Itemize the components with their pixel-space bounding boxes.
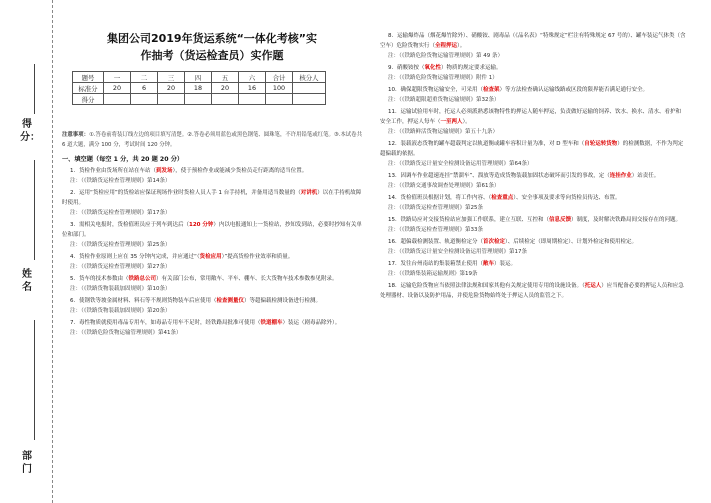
score-cell: 100 (266, 83, 293, 94)
score-blank-line (34, 64, 35, 114)
score-cell: 16 (239, 83, 266, 94)
question-post: ）以在手持机故障时使用。 (62, 190, 362, 206)
answer-text: 首次检定 (483, 239, 506, 245)
answer-text: 一至两人 (440, 119, 463, 125)
score-cell: 二 (131, 72, 158, 83)
score-cell: 六 (239, 72, 266, 83)
question-note: 注：（《铁路鲜活货物运输规则》第五十九条） (388, 129, 499, 135)
question-text (380, 31, 686, 51)
question-post: ），使于预检作业或能减少货检员走行距离的适当位置。 (172, 168, 308, 174)
question-text (62, 188, 362, 208)
answer-text: 铁道棚车 (260, 320, 283, 326)
title-line-2: 作抽考（货运检查员）实作题 (140, 49, 284, 62)
right-column (380, 31, 686, 301)
question-pre: 2．运用“货检应用”的货检站应保证现场作业时货检人员人手 1 台手持机，并备用适当数量的（ (70, 190, 301, 196)
answer-text: 自轮运转货物 (584, 141, 618, 147)
question-note: 注：（《铁路交通事故调查处理规则》第61条） (388, 183, 500, 189)
name-blank-line (34, 160, 35, 260)
question-note: 注：（《铁路货运检查管理规则》第33条 (388, 227, 483, 233)
question-post: ）应当配备必要的押运人员和应急处理器材、设备以及防护用品，并使危险货物始终处于押运人员的监管之下。 (380, 283, 684, 299)
question-note: 注：（《铁路危险货物运输管理规则》第 49 条） (388, 53, 503, 59)
question-pre: 3．需相关电报时，货检值班员应于列车到达后（ (70, 222, 190, 228)
score-cell: 18 (185, 83, 212, 94)
question-text (62, 220, 362, 240)
question-note: 注：（《铁路集装箱运输规则》第19条 (388, 271, 478, 277)
question-pre: 7．毒性物质就使用毒品专用车，如毒品专用车不足时，经铁路局批准可使用（ (70, 320, 261, 326)
answer-text: 对讲机 (300, 190, 318, 196)
answer-text: 检查测量仪 (216, 298, 245, 304)
answer-text: 铁路总公司 (128, 276, 157, 282)
question-pre: 14．货检值班员根据计划，将工作内容、（ (388, 195, 492, 201)
score-cell: 20 (158, 83, 185, 94)
score-cell[interactable] (239, 94, 266, 105)
score-cell: 核分人 (293, 72, 326, 83)
question-post: ）、安全事项及要求等向货检员传达、布置。 (513, 195, 621, 201)
question-pre: 11．运输试验用车时，托运人必须派熟悉该物特性的押运人随车押运，负责做好运输的饲养、饮水、换水、清水、看护和安全工作，押运人每车（ (380, 109, 682, 125)
score-cell[interactable] (158, 94, 185, 105)
question-post: ）”提高货检作业效率和质量。 (221, 254, 294, 260)
dept-blank-line (34, 320, 35, 440)
answer-text: 120 分钟 (189, 222, 214, 228)
question-note: 注：（《铁路货物装载加固规则》第10条） (70, 286, 171, 292)
question-text (62, 252, 362, 262)
question-post: ）装运。 (494, 261, 517, 267)
score-cell (293, 83, 326, 94)
score-table (72, 71, 326, 105)
score-cell: 题号 (73, 72, 104, 83)
score-cell[interactable] (185, 94, 212, 105)
question-post: ）的检测数据，不作为判定超偏载的依据。 (380, 141, 684, 157)
question-post: ）装运（剧毒品除外）。 (282, 320, 341, 326)
question-pre: 9．硝酸铵按（ (388, 65, 425, 71)
question-post: ）站责任。 (631, 173, 660, 179)
question-note: 注：（《铁路货运计量安全检测设备运用管理规则》第17条 (388, 249, 528, 255)
question-pre: 6．使钢铁等坡金属材料、料石等不规则货物装车后应使用（ (70, 298, 217, 304)
score-cell[interactable] (212, 94, 239, 105)
right-question-list (380, 31, 686, 301)
answer-text: 货检应用 (199, 254, 222, 260)
question-pre: 5．货车的技术参数由（ (70, 276, 129, 282)
question-pre: 10．确保超限货物运输安全，可采用（ (388, 87, 483, 93)
question-text (62, 296, 362, 306)
question-note: 注：（《铁路危险货物运输管理规则》附件 1） (388, 75, 498, 81)
question-pre: 18．运输危险货物应当依照法律法规和国家其他有关规定使用专用的设施设备。（ (388, 283, 585, 289)
question-text (62, 274, 362, 284)
score-cell: 得分 (73, 94, 104, 105)
exam-notice (62, 130, 362, 150)
score-cell[interactable] (104, 94, 131, 105)
question-post: ）内以电报通知上一货检站，抄知发到站，必要时抄知有关单位和部门。 (62, 222, 362, 238)
question-note: 注：（《铁路货运计量安全检测设备运用管理规则》第64条） (388, 161, 533, 167)
answer-text: 检查重点 (491, 195, 514, 201)
score-cell: 6 (131, 83, 158, 94)
left-question-list (62, 166, 362, 340)
question-pre: 17．发往台州南站的集装箱禁止使用（ (388, 261, 483, 267)
score-side-label: 得分： (20, 119, 40, 143)
question-note: 注：（《铁路货运检查管理规则》第25条） (70, 242, 171, 248)
question-note: 注：（《铁路货运检查管理规则》第14条） (70, 178, 171, 184)
name-side-label: 姓名 (22, 269, 32, 293)
question-post: ）、后续检定（即周期检定）、计划外检定和使用检定。 (505, 239, 638, 245)
question-text (380, 139, 686, 159)
score-header-row (73, 72, 326, 83)
question-text (380, 193, 686, 203)
question-pre: 12．装载液态货物的罐车超载判定以轨道衡或罐车容积计量为准，对 D 型车和（ (388, 141, 585, 147)
answer-text: 检查架 (483, 87, 500, 93)
question-note: 注：（《铁路货运检查管理规则》第27条） (70, 264, 171, 270)
question-pre: 15．铁路局应对交接货检站应加强工作联系，建立互联、互控和（ (388, 217, 550, 223)
score-cell: 20 (212, 83, 239, 94)
question-text (380, 171, 686, 181)
score-cell: 一 (104, 72, 131, 83)
question-pre: 8．运输爆炸品（烟花爆竹除外）、硝酸铵、剧毒品（《品名表》“特殊规定”栏注有特殊规定 67 号的）、罐车装运气体类（含空车）危险货物实行（ (380, 33, 686, 49)
score-cell: 标准分 (73, 83, 104, 94)
question-note: 注：（《铁路货运检查管理规则》第25条 (388, 205, 483, 211)
score-cell: 五 (212, 72, 239, 83)
score-cell: 四 (185, 72, 212, 83)
answer-text: 托运人 (584, 283, 602, 289)
question-note: 注：（《铁路危险货物运输管理规则》第41条） (70, 330, 182, 336)
score-cell: 三 (158, 72, 185, 83)
score-cell: 合计 (266, 72, 293, 83)
left-column (62, 30, 362, 336)
notice-label: 注意事项： (62, 132, 89, 138)
question-text (380, 85, 686, 95)
question-pre: 13．因调车作业超速连挂“禁溜车”、溜放等造成货物装载加固状态破坏而引发的事故，定（ (388, 173, 610, 179)
question-note: 注：（《铁路超限超重货物运输规则》第32条） (388, 97, 500, 103)
question-pre: 1．货检作业由货场所在站在车站（ (70, 168, 157, 174)
question-post: ）。 (457, 43, 466, 49)
question-pre: 16．超偏载检测装置、轨道衡检定分（ (388, 239, 483, 245)
score-cell[interactable] (293, 94, 326, 105)
answer-text: 连挂作业 (609, 173, 632, 179)
title-line-1: 集团公司2019年货运系统“一体化考核”实 (106, 32, 318, 45)
question-post: ）制度，及时解决铁路局间交接存在的问题。 (571, 217, 682, 223)
score-got-row (73, 94, 326, 105)
score-cell[interactable] (131, 94, 158, 105)
question-text (62, 318, 362, 328)
question-text (380, 63, 686, 73)
answer-text: 全程押运 (435, 43, 458, 49)
question-text (380, 237, 686, 247)
binding-line (52, 0, 53, 503)
score-standard-row (73, 83, 326, 94)
dept-side-label: 部门 (22, 451, 32, 475)
exam-title (62, 30, 362, 64)
question-post: ）等方法检查确认运输线路或区段的限界能否满足通行安全。 (499, 87, 649, 93)
question-text (380, 215, 686, 225)
answer-text: 信息反馈 (549, 217, 572, 223)
answer-text: 敞车 (483, 261, 495, 267)
question-note: 注：（《铁路货运检查管理规则》第17条） (70, 210, 171, 216)
notice-text: ①.答卷前将装订线左边的项目填写清楚。②.答卷必须用蓝色或黑色钢笔、圆珠笔，不许用铅笔或红笔。③.本试卷共 6 道大题，满分 100 分，考试时间 120 分钟。 (62, 132, 362, 148)
answer-text: 氧化性 (424, 65, 442, 71)
question-post: ）等超偏载检测设备进行检测。 (244, 298, 322, 304)
section-heading: 一、填空题（每空 1 分，共 20 题 20 分） (62, 156, 184, 163)
question-text (380, 281, 686, 301)
question-text (62, 166, 362, 176)
question-post: ）。 (462, 119, 471, 125)
question-note: 注：（《铁路货物装载加固规则》第20条） (70, 308, 171, 314)
score-cell: 20 (104, 83, 131, 94)
answer-text: 到发场 (156, 168, 173, 174)
question-pre: 4．货检作业原则上应在 35 分钟内完成，并应通过“（ (70, 254, 200, 260)
question-text (380, 259, 686, 269)
question-post: ）有关部门公布，常用敞车、平车、棚车、长大货物车技术参数参见附录。 (156, 276, 338, 282)
question-text (380, 107, 686, 127)
score-cell[interactable] (266, 94, 293, 105)
question-post: ）物质的规定要求运输。 (441, 65, 502, 71)
